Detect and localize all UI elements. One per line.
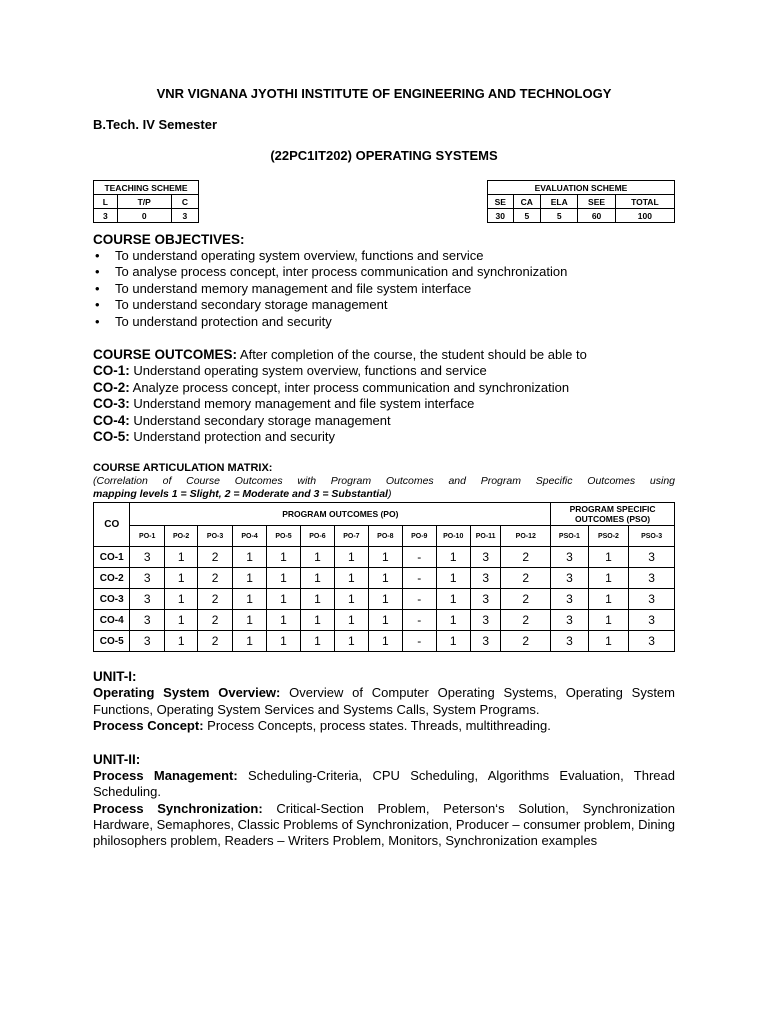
objective-item: • To analyse process concept, inter process communication and synchronization [93,264,675,280]
matrix-cell: 3 [629,631,675,652]
matrix-cell: 1 [335,547,368,568]
matrix-column-header: PO-12 [501,526,551,547]
matrix-cell: 1 [164,610,197,631]
matrix-cell: 1 [232,610,266,631]
matrix-column-header: PO-11 [470,526,500,547]
evaluation-col: CA [513,195,541,209]
matrix-cell: 1 [232,547,266,568]
matrix-cell: 2 [501,589,551,610]
evaluation-value: 5 [541,209,578,223]
outcome-code: CO-2: [93,379,130,395]
matrix-row [94,589,675,610]
teaching-col: T/P [117,195,171,209]
outcome-code: CO-1: [93,363,130,379]
topic-label: Process Synchronization: [93,800,263,816]
mapping-levels-tail: ) [387,488,392,501]
matrix-column-header: PO-10 [436,526,470,547]
evaluation-col: ELA [541,195,578,209]
matrix-row [94,547,675,568]
matrix-cell: 3 [470,568,500,589]
evaluation-scheme-title: EVALUATION SCHEME [488,181,675,195]
matrix-cell: 1 [436,610,470,631]
matrix-column-header: PO-8 [368,526,402,547]
objective-item: • To understand operating system overview, functions and service [93,248,675,264]
matrix-cell: 1 [588,631,629,652]
teaching-scheme-table [93,180,199,223]
outcome-item [93,429,675,445]
matrix-row [94,631,675,652]
po-header: PROGRAM OUTCOMES (PO) [130,503,551,526]
matrix-cell: 3 [551,589,589,610]
matrix-cell: 3 [130,568,164,589]
matrix-cell: 1 [335,589,368,610]
matrix-cell: 1 [300,568,334,589]
matrix-column-header: PO-1 [130,526,164,547]
teaching-scheme-title: TEACHING SCHEME [94,181,199,195]
matrix-column-header: PO-6 [300,526,334,547]
matrix-cell: - [403,610,436,631]
matrix-cell: 3 [551,568,589,589]
matrix-cell: 1 [267,631,300,652]
evaluation-value: 100 [615,209,674,223]
matrix-cell: 1 [300,589,334,610]
matrix-cell: 3 [130,589,164,610]
matrix-cell: 3 [629,589,675,610]
matrix-cell: 2 [501,610,551,631]
matrix-column-header: PSO-2 [588,526,629,547]
evaluation-scheme-table [487,180,675,223]
matrix-cell: - [403,547,436,568]
unit-2-paragraph-2 [93,801,675,850]
matrix-cell: 1 [588,568,629,589]
matrix-heading: COURSE ARTICULATION MATRIX: [93,462,273,475]
evaluation-col: TOTAL [615,195,674,209]
unit-1-paragraph-1 [93,685,675,718]
matrix-cell: 1 [300,631,334,652]
topic-label: Process Management: [93,767,238,783]
outcome-text: Analyze process concept, inter process communication and synchronization [129,379,570,395]
matrix-column-header: PO-7 [335,526,368,547]
matrix-cell: 1 [267,568,300,589]
matrix-cell: 3 [629,568,675,589]
outcome-code: CO-4: [93,412,130,428]
matrix-cell: 1 [267,610,300,631]
matrix-cell: 2 [198,547,232,568]
matrix-cell: 1 [436,568,470,589]
course-title: (22PC1IT202) OPERATING SYSTEMS [270,148,498,163]
matrix-cell: 1 [164,547,197,568]
outcomes-intro-line [93,347,675,363]
semester-label: B.Tech. IV Semester [93,117,218,132]
objectives-heading: COURSE OBJECTIVES: [93,232,245,247]
matrix-column-header: PSO-3 [629,526,675,547]
matrix-cell: 1 [300,610,334,631]
matrix-cell: - [403,589,436,610]
matrix-cell: 1 [164,589,197,610]
topic-label: Process Concept: [93,718,204,734]
outcome-text: Understand protection and security [129,429,335,445]
outcomes-heading: COURSE OUTCOMES: [93,347,238,363]
matrix-cell: 1 [232,568,266,589]
matrix-column-header: PSO-1 [551,526,589,547]
matrix-cell: 1 [368,568,402,589]
scheme-tables [93,180,675,226]
outcome-code: CO-5: [93,429,130,445]
outcome-code: CO-3: [93,396,130,412]
matrix-cell: 3 [551,547,589,568]
outcome-item [93,396,675,412]
topic-text: Process Concepts, process states. Threads, multithreading. [203,718,551,734]
topic-label: Operating System Overview: [93,685,281,701]
outcome-text: Understand memory management and file system interface [129,396,475,412]
teaching-value: 3 [94,209,118,223]
matrix-co-label: CO-4 [94,610,130,631]
matrix-cell: 3 [470,547,500,568]
matrix-cell: - [403,631,436,652]
objective-item: • To understand protection and security [93,314,675,330]
pso-header: PROGRAM SPECIFIC OUTCOMES (PSO) [551,503,675,526]
matrix-cell: 1 [588,547,629,568]
matrix-cell: 3 [470,631,500,652]
matrix-cell: 1 [267,547,300,568]
matrix-cell: 1 [436,547,470,568]
outcomes-intro: After completion of the course, the student should be able to [237,347,587,363]
matrix-cell: 3 [130,631,164,652]
matrix-cell: 3 [551,610,589,631]
matrix-cell: 2 [501,631,551,652]
matrix-co-label: CO-2 [94,568,130,589]
matrix-cell: 1 [436,589,470,610]
matrix-column-header: PO-9 [403,526,436,547]
outcome-item [93,363,675,379]
objective-item: • To understand secondary storage management [93,297,675,313]
matrix-co-label: CO-1 [94,547,130,568]
matrix-column-header: PO-3 [198,526,232,547]
teaching-value: 3 [171,209,198,223]
matrix-cell: 1 [335,631,368,652]
objective-item: • To understand memory management and file system interface [93,281,675,297]
evaluation-col: SE [488,195,514,209]
matrix-cell: 1 [267,589,300,610]
matrix-cell: 2 [198,568,232,589]
matrix-cell: 2 [198,631,232,652]
evaluation-col: SEE [578,195,615,209]
matrix-column-header: PO-4 [232,526,266,547]
teaching-value: 0 [117,209,171,223]
matrix-cell: 1 [164,568,197,589]
matrix-cell: 1 [368,589,402,610]
matrix-cell: 3 [130,547,164,568]
matrix-cell: 2 [198,589,232,610]
matrix-cell: 1 [300,547,334,568]
matrix-cell: 1 [335,568,368,589]
objectives-list [93,248,675,330]
matrix-cell: 1 [588,610,629,631]
matrix-cell: 3 [551,631,589,652]
evaluation-value: 30 [488,209,514,223]
evaluation-value: 5 [513,209,541,223]
outcome-text: Understand operating system overview, functions and service [129,363,487,379]
matrix-row [94,610,675,631]
outcome-item [93,413,675,429]
co-header: CO [94,503,130,547]
outcome-text: Understand secondary storage management [129,412,391,428]
evaluation-value: 60 [578,209,615,223]
matrix-cell: 2 [501,568,551,589]
matrix-description-line2 [93,488,675,501]
matrix-cell: 1 [232,589,266,610]
matrix-cell: 3 [470,610,500,631]
matrix-cell: 1 [164,631,197,652]
matrix-cell: 1 [335,610,368,631]
topic-text: Overview of Computer Operating Systems, Operating System Functions, Operating System Services and Systems Calls, System Programs. [93,685,675,717]
unit-2-title: UNIT-II: [93,751,141,767]
matrix-cell: 1 [232,631,266,652]
teaching-col: C [171,195,198,209]
matrix-column-header: PO-2 [164,526,197,547]
matrix-cell: 3 [130,610,164,631]
articulation-matrix [93,502,675,652]
matrix-row [94,568,675,589]
unit-2-paragraph-1 [93,768,675,801]
teaching-col: L [94,195,118,209]
syllabus-page [93,86,675,850]
outcome-item [93,380,675,396]
matrix-co-label: CO-3 [94,589,130,610]
matrix-cell: - [403,568,436,589]
topic-text: Scheduling-Criteria, CPU Scheduling, Algorithms Evaluation, Thread Scheduling. [93,767,675,800]
matrix-cell: 3 [470,589,500,610]
matrix-cell: 1 [368,610,402,631]
mapping-levels: mapping levels 1 = Slight, 2 = Moderate and 3 = Substantial [93,488,388,501]
unit-1-title: UNIT-I: [93,669,137,685]
matrix-co-label: CO-5 [94,631,130,652]
institute-name: VNR VIGNANA JYOTHI INSTITUTE OF ENGINEERING AND TECHNOLOGY [156,86,612,101]
matrix-cell: 3 [629,610,675,631]
matrix-cell: 2 [501,547,551,568]
matrix-description: (Correlation of Course Outcomes with Program Outcomes and Program Specific Outcomes using [93,475,675,488]
matrix-cell: 1 [588,589,629,610]
matrix-cell: 1 [436,631,470,652]
matrix-cell: 3 [629,547,675,568]
topic-text: Critical-Section Problem, Peterson‘s Solution, Synchronization Hardware, Semaphores, Classic Problems of Synchronization, Producer – consumer problem, Dining philosophers problem, Readers – Writers Problem, Monitors, Synchronization examples [93,800,675,849]
matrix-cell: 1 [368,631,402,652]
matrix-cell: 2 [198,610,232,631]
matrix-cell: 1 [368,547,402,568]
matrix-column-header: PO-5 [267,526,300,547]
unit-1-paragraph-2 [93,718,675,734]
